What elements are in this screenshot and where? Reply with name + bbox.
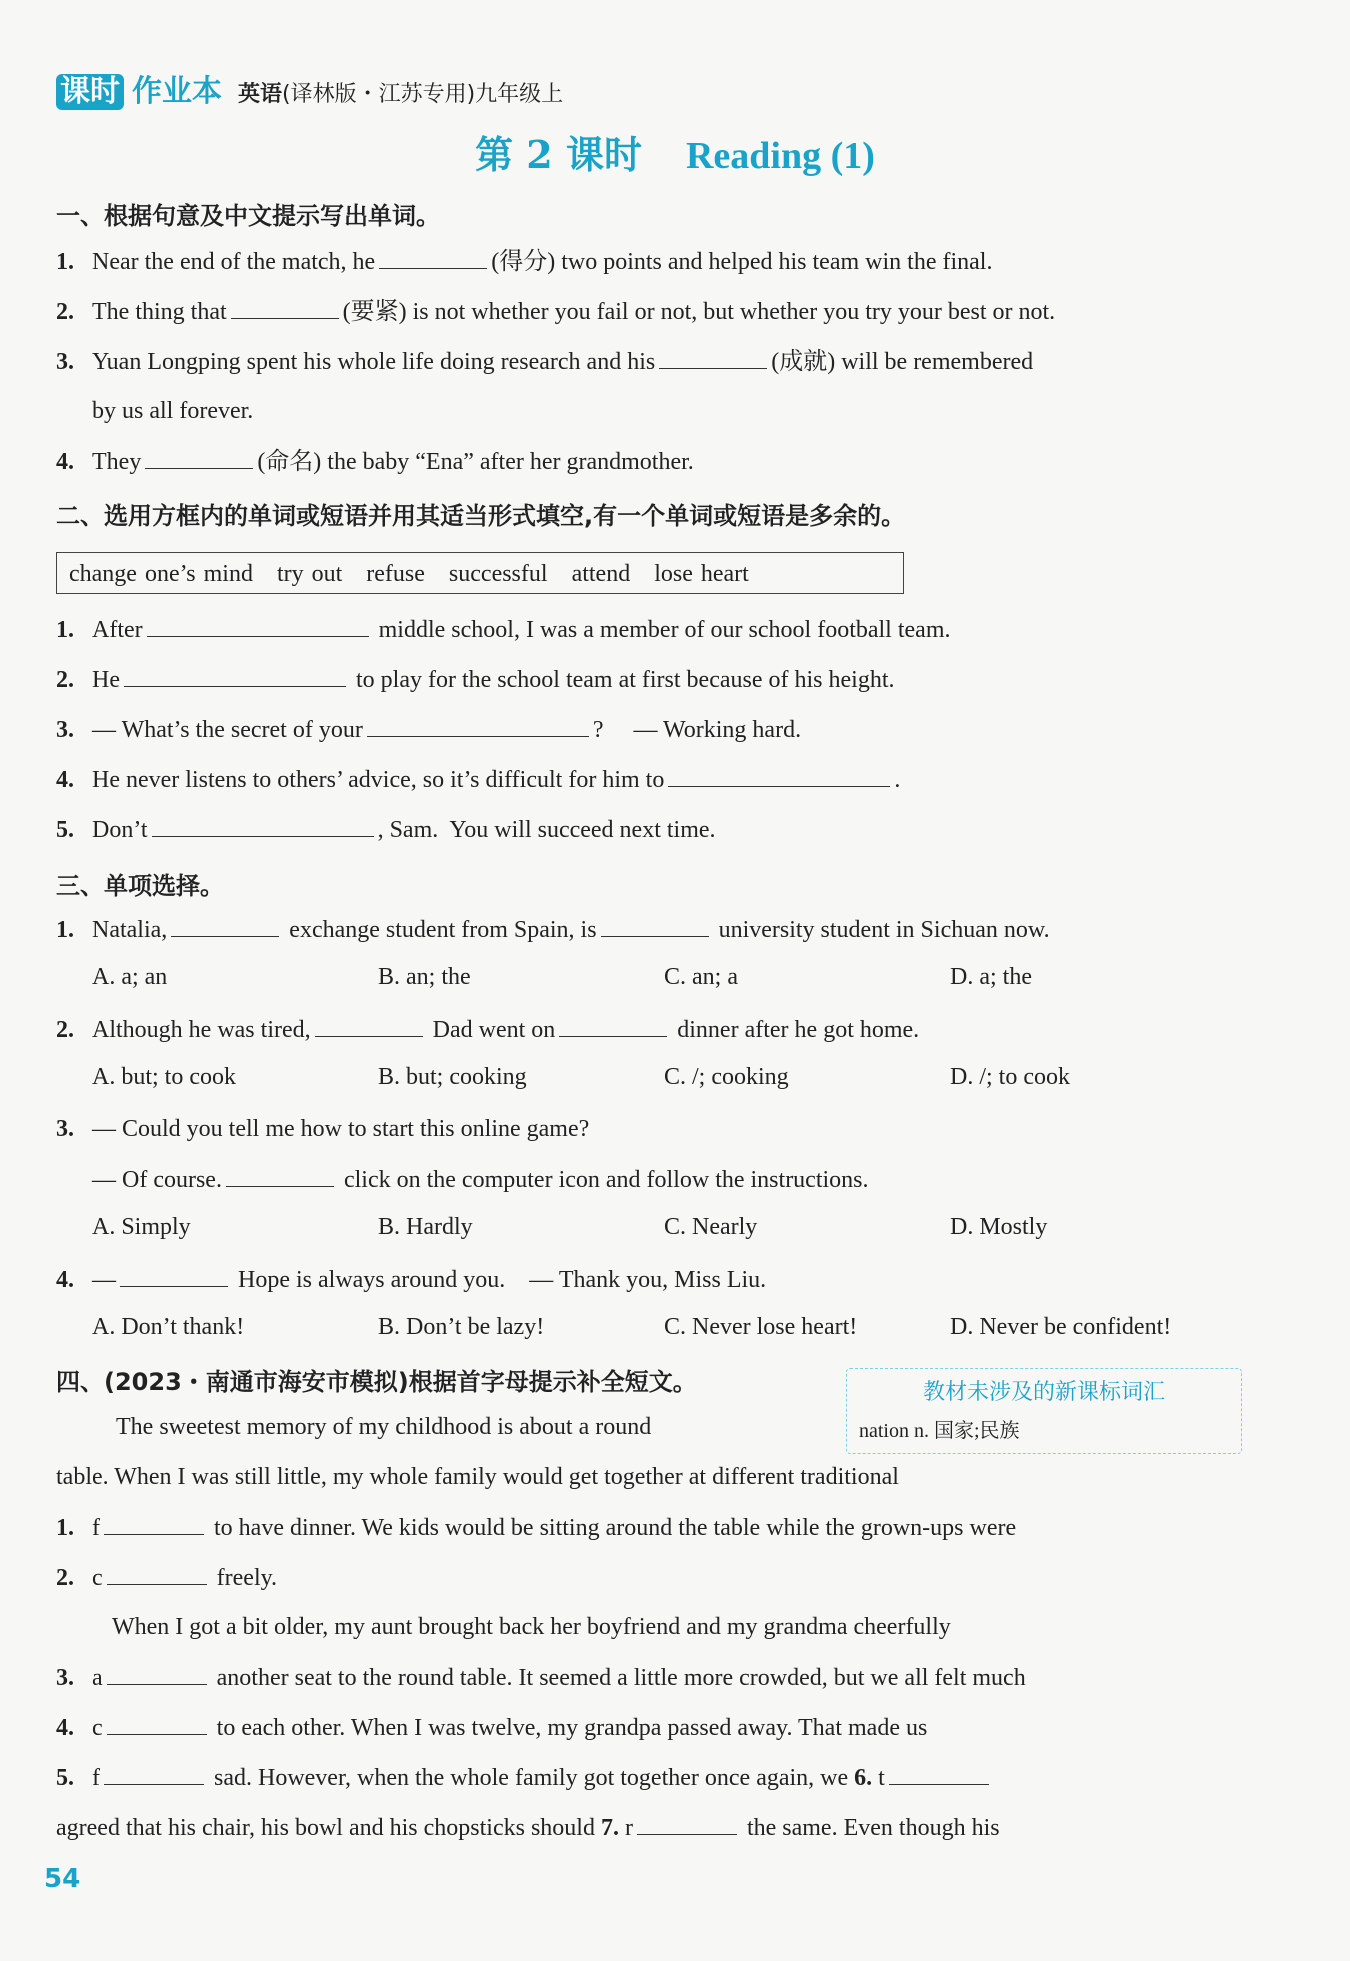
s3-question <box>56 914 1240 945</box>
item-text: click on the computer icon and follow the instructions. <box>343 1167 869 1193</box>
word-bank-item: lose heart <box>654 561 749 587</box>
answer-blank[interactable] <box>120 1264 228 1287</box>
s3-question <box>56 1014 1240 1045</box>
s3-question-line <box>56 1164 1240 1195</box>
passage-text: another seat to the round table. It seemed a little more crowded, but we all felt much <box>216 1665 1026 1691</box>
item-number: 1. <box>56 249 74 275</box>
item-hint: (命名) <box>257 449 322 475</box>
passage-line: table. When I was still little, my whole family would get together at different traditional <box>56 1464 899 1490</box>
page-header <box>56 66 563 110</box>
item-number: 3. <box>56 1116 74 1142</box>
option-c[interactable]: C. Never lose heart! <box>664 1314 858 1340</box>
passage-line <box>56 1712 1240 1743</box>
passage-text: to have dinner. We kids would be sitting around the table while the grown-ups were <box>214 1515 1017 1541</box>
s2-item <box>56 664 1240 695</box>
item-text: — <box>92 1267 116 1293</box>
item-text: He <box>92 667 120 693</box>
option-b[interactable]: B. but; cooking <box>378 1064 527 1090</box>
item-text: — Thank you, Miss Liu. <box>529 1267 767 1293</box>
item-text: — Could you tell me how to start this online game? <box>92 1116 590 1142</box>
answer-blank[interactable] <box>367 714 589 737</box>
answer-blank[interactable] <box>659 346 767 369</box>
item-text: , Sam. You will succeed next time. <box>377 817 716 843</box>
item-text: Yuan Longping spent his whole life doing research and his <box>92 349 656 375</box>
answer-blank[interactable] <box>226 1164 334 1187</box>
s1-item <box>56 346 1240 377</box>
answer-blank[interactable] <box>601 914 709 937</box>
section4-heading: 四、(2023・南通市海安市模拟)根据首字母提示补全短文。 <box>56 1368 697 1396</box>
first-letter: a <box>92 1665 103 1691</box>
word-bank-item: attend <box>571 561 631 587</box>
option-c[interactable]: C. /; cooking <box>664 1064 789 1090</box>
word-bank-item: try out <box>276 561 343 587</box>
item-text: middle school, I was a member of our school football team. <box>378 617 951 643</box>
answer-blank[interactable] <box>668 764 890 787</box>
first-letter: f <box>92 1765 100 1791</box>
s2-item <box>56 614 1240 645</box>
answer-blank[interactable] <box>107 1562 207 1585</box>
answer-blank[interactable] <box>379 246 487 269</box>
vocab-box <box>846 1368 1242 1454</box>
item-number: 4. <box>56 1267 74 1293</box>
answer-blank[interactable] <box>147 614 369 637</box>
option-d[interactable]: D. a; the <box>950 964 1032 990</box>
answer-blank[interactable] <box>559 1014 667 1037</box>
answer-blank[interactable] <box>124 664 346 687</box>
answer-blank[interactable] <box>107 1662 207 1685</box>
item-text: He never listens to others’ advice, so it’s difficult for him to <box>92 767 665 793</box>
item-text: Hope is always around you. <box>238 1267 506 1293</box>
word-bank-item: refuse <box>366 561 425 587</box>
option-a[interactable]: A. Don’t thank! <box>92 1314 245 1340</box>
answer-blank[interactable] <box>637 1812 737 1835</box>
passage-line <box>56 1812 1240 1843</box>
item-text: Natalia, <box>92 917 168 943</box>
answer-blank[interactable] <box>231 296 339 319</box>
item-text: dinner after he got home. <box>677 1017 920 1043</box>
s1-item <box>56 246 1240 277</box>
s3-question <box>56 1264 1240 1295</box>
first-letter: f <box>92 1515 100 1541</box>
book-logo <box>56 74 222 110</box>
passage-text: to each other. When I was twelve, my grandpa passed away. That made us <box>216 1715 928 1741</box>
word-bank-box <box>56 552 904 594</box>
option-d[interactable]: D. /; to cook <box>950 1064 1070 1090</box>
vocab-entry: nation n. 国家;民族 <box>859 1420 1020 1442</box>
item-text: exchange student from Spain, is <box>289 917 597 943</box>
lesson-topic: Reading (1) <box>685 135 875 177</box>
option-c[interactable]: C. an; a <box>664 964 738 990</box>
passage-line <box>56 1762 1240 1793</box>
section3-heading: 三、单项选择。 <box>56 872 224 900</box>
blank-number: 7. <box>600 1815 619 1841</box>
first-letter: c <box>92 1565 103 1591</box>
first-letter: c <box>92 1715 103 1741</box>
option-a[interactable]: A. but; to cook <box>92 1064 236 1090</box>
blank-number: 6. <box>854 1765 873 1791</box>
option-b[interactable]: B. Hardly <box>378 1214 473 1240</box>
item-text: is not whether you fail or not, but whether you try your best or not. <box>412 299 1056 325</box>
blank-number: 1. <box>56 1515 74 1541</box>
passage-line: When I got a bit older, my aunt brought back her boyfriend and my grandma cheerfully <box>112 1614 951 1640</box>
option-b[interactable]: B. an; the <box>378 964 471 990</box>
s2-item <box>56 714 1240 745</box>
s3-question <box>56 1114 1240 1144</box>
option-d[interactable]: D. Never be confident! <box>950 1314 1172 1340</box>
passage-line: The sweetest memory of my childhood is about a round <box>116 1414 652 1440</box>
option-c[interactable]: C. Nearly <box>664 1214 758 1240</box>
item-text: ? — Working hard. <box>592 717 802 743</box>
answer-blank[interactable] <box>104 1512 204 1535</box>
answer-blank[interactable] <box>104 1762 204 1785</box>
item-text: The thing that <box>92 299 227 325</box>
word-bank-item: successful <box>448 561 548 587</box>
passage-text: freely. <box>216 1565 278 1591</box>
item-text: to play for the school team at first because of his height. <box>355 667 895 693</box>
page-number: 54 <box>44 1864 81 1894</box>
answer-blank[interactable] <box>889 1762 989 1785</box>
s1-item <box>56 296 1240 327</box>
answer-blank[interactable] <box>171 914 279 937</box>
passage-text: sad. However, when the whole family got together once again, we <box>214 1765 849 1791</box>
item-number: 3. <box>56 349 74 375</box>
book-info <box>238 80 563 110</box>
item-text: two points and helped his team win the final. <box>561 249 993 275</box>
item-hint: (要紧) <box>342 299 407 325</box>
item-text: After <box>92 617 143 643</box>
word-bank-item: change one’s mind <box>69 561 253 587</box>
answer-blank[interactable] <box>107 1712 207 1735</box>
item-text: Although he was tired, <box>92 1017 311 1043</box>
option-a[interactable]: A. a; an <box>92 964 168 990</box>
first-letter: t <box>878 1765 885 1791</box>
section1-heading: 一、根据句意及中文提示写出单词。 <box>56 202 440 230</box>
item-number: 1. <box>56 917 74 943</box>
logo-text: 作业本 <box>132 74 222 109</box>
item-text: Don’t <box>92 817 148 843</box>
section2-heading: 二、选用方框内的单词或短语并用其适当形式填空,有一个单词或短语是多余的。 <box>56 502 906 530</box>
s1-item-continued: by us all forever. <box>92 398 254 424</box>
s2-item <box>56 764 1240 795</box>
item-number: 1. <box>56 617 74 643</box>
edition-label: (译林版・江苏专用)九年级上 <box>282 82 564 107</box>
option-b[interactable]: B. Don’t be lazy! <box>378 1314 545 1340</box>
item-hint: (成就) <box>771 349 836 375</box>
item-text: the baby “Ena” after her grandmother. <box>327 449 694 475</box>
item-text: . <box>894 767 901 793</box>
s2-item <box>56 814 1240 845</box>
s1-item <box>56 446 1240 477</box>
option-d[interactable]: D. Mostly <box>950 1214 1048 1240</box>
item-number: 5. <box>56 817 74 843</box>
vocab-title: 教材未涉及的新课标词汇 <box>922 1380 1165 1405</box>
first-letter: r <box>624 1815 633 1841</box>
blank-number: 2. <box>56 1565 74 1591</box>
lesson-title <box>0 124 1350 179</box>
lesson-number: 第 2 课时 <box>475 132 642 177</box>
blank-number: 4. <box>56 1715 74 1741</box>
item-number: 4. <box>56 449 74 475</box>
item-number: 4. <box>56 767 74 793</box>
answer-blank[interactable] <box>145 446 253 469</box>
item-hint: (得分) <box>491 249 556 275</box>
item-number: 3. <box>56 717 74 743</box>
logo-box-text: 课时 <box>56 74 124 110</box>
blank-number: 5. <box>56 1765 74 1791</box>
passage-line <box>56 1512 1240 1543</box>
item-number: 2. <box>56 299 74 325</box>
item-text: — What’s the secret of your <box>92 717 363 743</box>
item-text: university student in Sichuan now. <box>718 917 1050 943</box>
blank-number: 3. <box>56 1665 74 1691</box>
item-text: Near the end of the match, he <box>92 249 376 275</box>
option-a[interactable]: A. Simply <box>92 1214 191 1240</box>
item-number: 2. <box>56 667 74 693</box>
item-text: — Of course. <box>92 1167 222 1193</box>
subject-label: 英语 <box>238 82 283 107</box>
passage-line <box>56 1562 1240 1593</box>
passage-line <box>56 1662 1240 1693</box>
answer-blank[interactable] <box>152 814 374 837</box>
item-text: They <box>92 449 142 475</box>
item-text: Dad went on <box>432 1017 556 1043</box>
passage-text: the same. Even though his <box>746 1815 1000 1841</box>
passage-text: agreed that his chair, his bowl and his chopsticks should <box>56 1815 595 1841</box>
item-text: will be remembered <box>841 349 1034 375</box>
answer-blank[interactable] <box>315 1014 423 1037</box>
item-number: 2. <box>56 1017 74 1043</box>
